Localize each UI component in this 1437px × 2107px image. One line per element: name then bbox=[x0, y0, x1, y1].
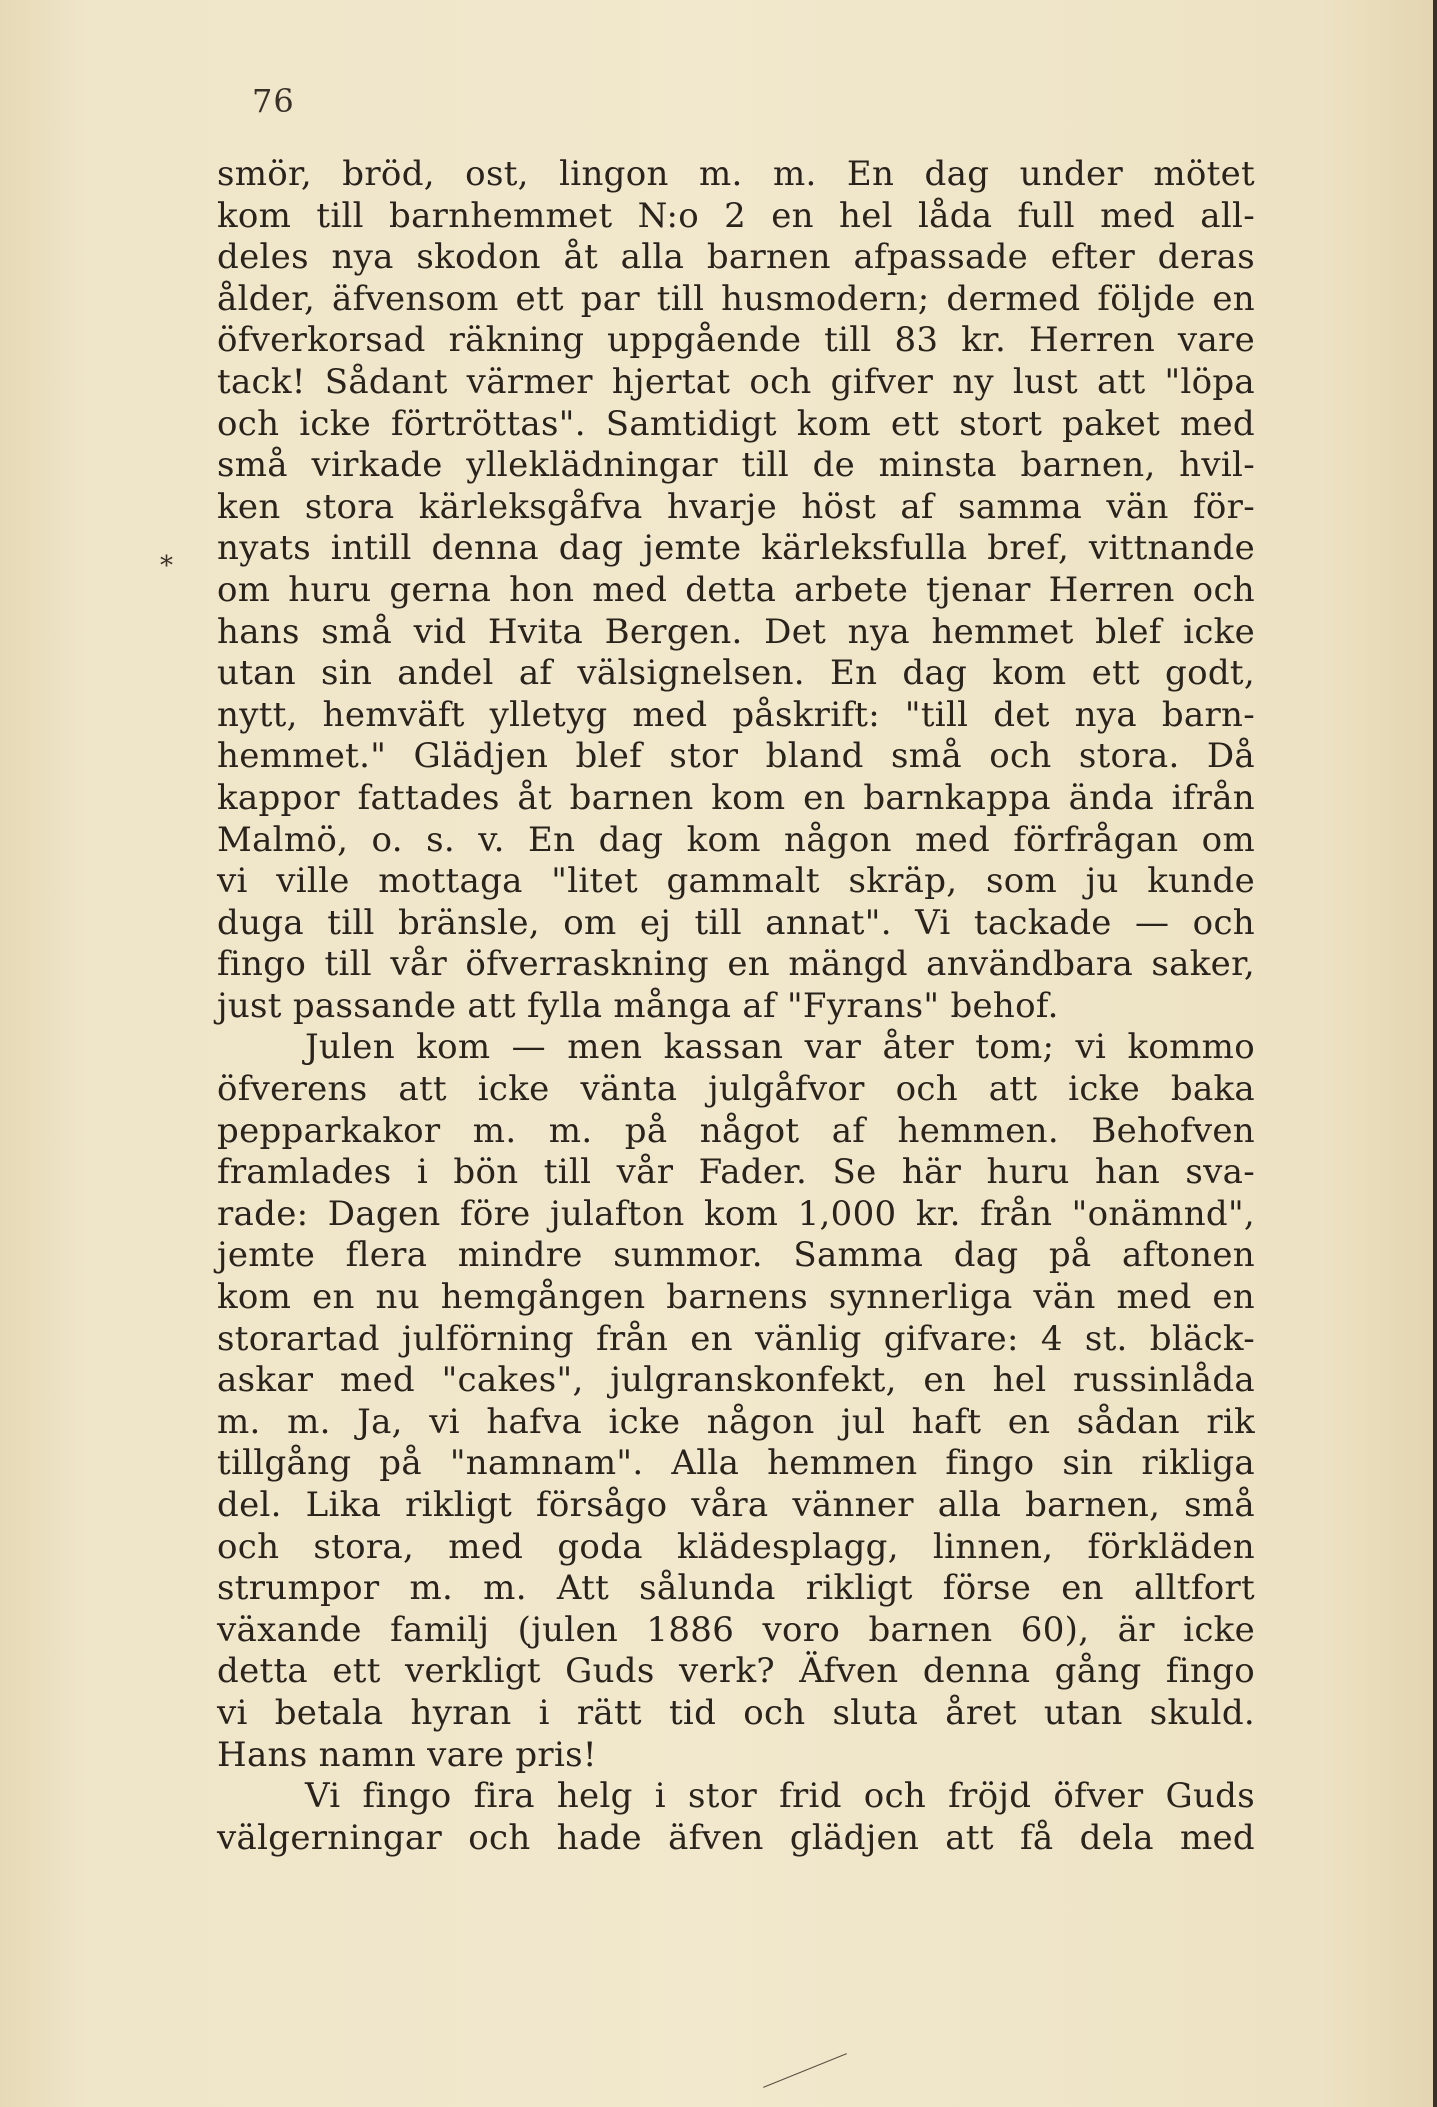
text-line: smör, bröd, ost, lingon m. m. En dag under mötet bbox=[217, 154, 1255, 194]
text-line: tack! Sådant värmer hjertat och gifver ny lust att "löpa bbox=[217, 361, 1255, 402]
text-line: välgerningar och hade äfven glädjen att få dela med bbox=[217, 1817, 1255, 1858]
text-line: rade: Dagen före julafton kom 1,000 kr. från "onämnd", bbox=[217, 1193, 1255, 1234]
page-edge bbox=[1433, 0, 1437, 2107]
text-line: just passande att fylla många af "Fyrans" behof. bbox=[217, 985, 1059, 1026]
body-text bbox=[217, 154, 1255, 1859]
text-line: fingo till vår öfverraskning en mängd användbara saker, bbox=[217, 944, 1255, 985]
text-line: Vi fingo fira helg i stor frid och fröjd öfver Guds bbox=[305, 1776, 1255, 1817]
text-line: jemte flera mindre summor. Samma dag på aftonen bbox=[217, 1235, 1255, 1276]
text-line: växande familj (julen 1886 voro barnen 60), är icke bbox=[217, 1609, 1255, 1650]
text-line: nyats intill denna dag jemte kärleksfulla bref, vittnande bbox=[217, 528, 1255, 569]
text-line: strumpor m. m. Att sålunda rikligt förse en alltfort bbox=[217, 1568, 1255, 1609]
text-line: och icke förtröttas". Samtidigt kom ett stort paket med bbox=[217, 403, 1255, 444]
text-line: del. Lika rikligt försågo våra vänner alla barnen, små bbox=[217, 1485, 1255, 1525]
text-line: hans små vid Hvita Bergen. Det nya hemmet blef icke bbox=[217, 611, 1255, 652]
text-line: öfverkorsad räkning uppgående till 83 kr. Herren vare bbox=[217, 320, 1255, 361]
text-line: vi ville mottaga "litet gammalt skräp, som ju kunde bbox=[217, 861, 1255, 902]
margin-mark: * bbox=[160, 551, 173, 581]
bottom-pen-mark bbox=[763, 2053, 847, 2088]
text-line: m. m. Ja, vi hafva icke någon jul haft en sådan rik bbox=[217, 1401, 1255, 1442]
page-number: 76 bbox=[252, 82, 295, 120]
text-line: deles nya skodon åt alla barnen afpassade efter deras bbox=[217, 237, 1255, 278]
text-line: kom till barnhemmet N:o 2 en hel låda full med all- bbox=[217, 195, 1255, 236]
text-line: duga till bränsle, om ej till annat". Vi tackade — och bbox=[217, 902, 1255, 943]
text-line: ålder, äfvensom ett par till husmodern; dermed följde en bbox=[217, 278, 1255, 319]
text-line: Malmö, o. s. v. En dag kom någon med förfrågan om bbox=[217, 819, 1255, 860]
text-line: kom en nu hemgången barnens synnerliga vän med en bbox=[217, 1277, 1255, 1318]
text-line: om huru gerna hon med detta arbete tjenar Herren och bbox=[217, 569, 1255, 610]
text-line: tillgång på "namnam". Alla hemmen fingo sin rikliga bbox=[217, 1443, 1255, 1484]
text-line: askar med "cakes", julgranskonfekt, en hel russinlåda bbox=[217, 1360, 1255, 1401]
text-line: framlades i bön till vår Fader. Se här huru han sva- bbox=[217, 1152, 1255, 1193]
text-line: pepparkakor m. m. på något af hemmen. Behofven bbox=[217, 1110, 1255, 1151]
text-line: detta ett verkligt Guds verk? Äfven denna gång fingo bbox=[217, 1651, 1255, 1692]
text-line: Hans namn vare pris! bbox=[217, 1734, 597, 1775]
text-line: kappor fattades åt barnen kom en barnkappa ända ifrån bbox=[217, 777, 1255, 818]
text-line: hemmet." Glädjen blef stor bland små och stora. Då bbox=[217, 736, 1255, 777]
text-line: öfverens att icke vänta julgåfvor och att icke baka bbox=[217, 1069, 1255, 1110]
text-line: vi betala hyran i rätt tid och sluta året utan skuld. bbox=[217, 1692, 1255, 1733]
text-line: utan sin andel af välsignelsen. En dag kom ett godt, bbox=[217, 653, 1255, 694]
text-line: små virkade ylleklädningar till de minsta barnen, hvil- bbox=[217, 445, 1255, 486]
text-line: storartad julförning från en vänlig gifvare: 4 st. bläck- bbox=[217, 1318, 1255, 1359]
text-line: ken stora kärleksgåfva hvarje höst af samma vän för- bbox=[217, 486, 1255, 527]
text-line: nytt, hemväft ylletyg med påskrift: "till det nya barn- bbox=[217, 694, 1255, 735]
text-line: och stora, med goda klädesplagg, linnen, förkläden bbox=[217, 1526, 1255, 1567]
text-line: Julen kom — men kassan var åter tom; vi kommo bbox=[305, 1027, 1255, 1068]
